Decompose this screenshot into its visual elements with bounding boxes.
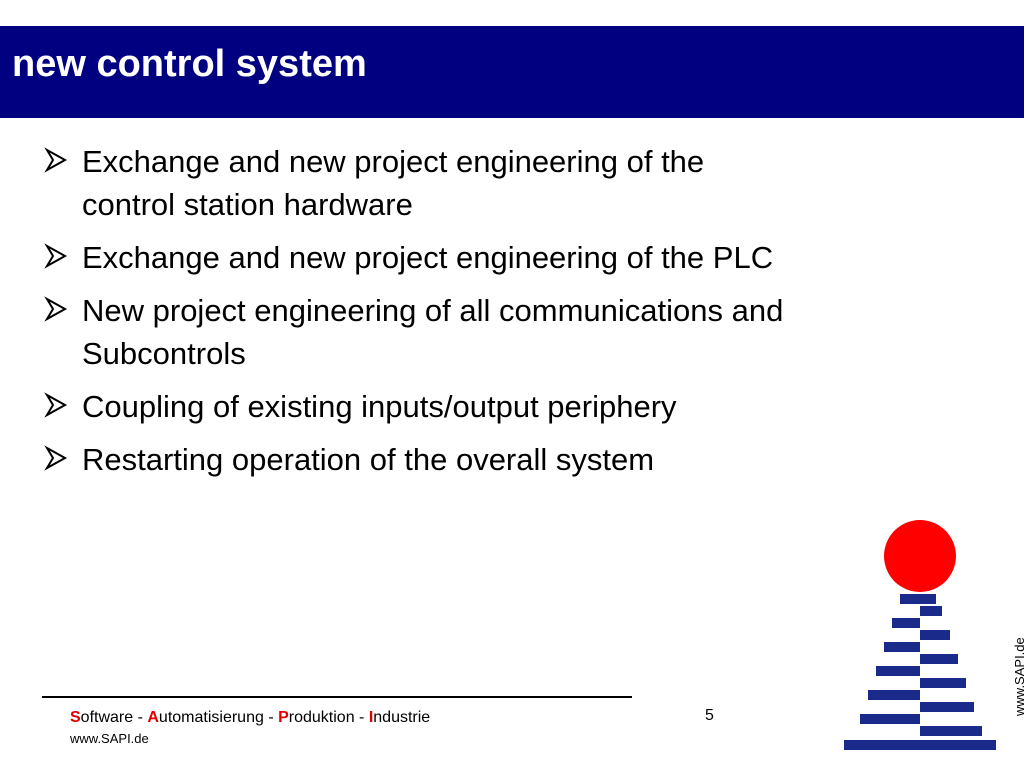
bullet-item [44, 236, 944, 279]
sapi-logo-icon [838, 518, 1004, 762]
bullet-text-line: Restarting operation of the overall system [82, 442, 655, 477]
bullet-text-line: Exchange and new project engineering of the PLC [82, 240, 774, 275]
bullet-item [44, 438, 944, 481]
footer-url: www.SAPI.de [70, 731, 149, 746]
bullet-item [44, 385, 944, 428]
bullet-text-line: Subcontrols [82, 336, 246, 371]
bullet-item [44, 140, 944, 226]
arrowhead-bullet-icon [44, 148, 68, 172]
tagline-word: ndustrie [373, 709, 431, 726]
bullet-text-line: Exchange and new project engineering of the [82, 144, 705, 179]
footer-divider [42, 696, 632, 698]
arrowhead-bullet-icon [44, 297, 68, 321]
tagline-initial: I [368, 709, 374, 726]
tagline-word: oftware - [80, 709, 148, 726]
bullet-list [44, 140, 944, 491]
bullet-item [44, 289, 944, 375]
slide-title: new control system [12, 43, 367, 85]
side-url: www.SAPI.de [1012, 637, 1027, 716]
arrowhead-bullet-icon [44, 393, 68, 417]
tagline-initial: A [147, 709, 159, 726]
bullet-text-line: control station hardware [82, 187, 413, 222]
bullet-text-line: New project engineering of all communications and [82, 293, 784, 328]
arrowhead-bullet-icon [44, 244, 68, 268]
page-number: 5 [705, 707, 714, 724]
footer-tagline [70, 709, 430, 727]
tagline-word: utomatisierung - [158, 709, 279, 726]
tagline-word: roduktion - [288, 709, 369, 726]
bullet-text-line: Coupling of existing inputs/output periphery [82, 389, 677, 424]
arrowhead-bullet-icon [44, 446, 68, 470]
tagline-initial: P [278, 709, 289, 726]
tagline-initial: S [70, 709, 81, 726]
